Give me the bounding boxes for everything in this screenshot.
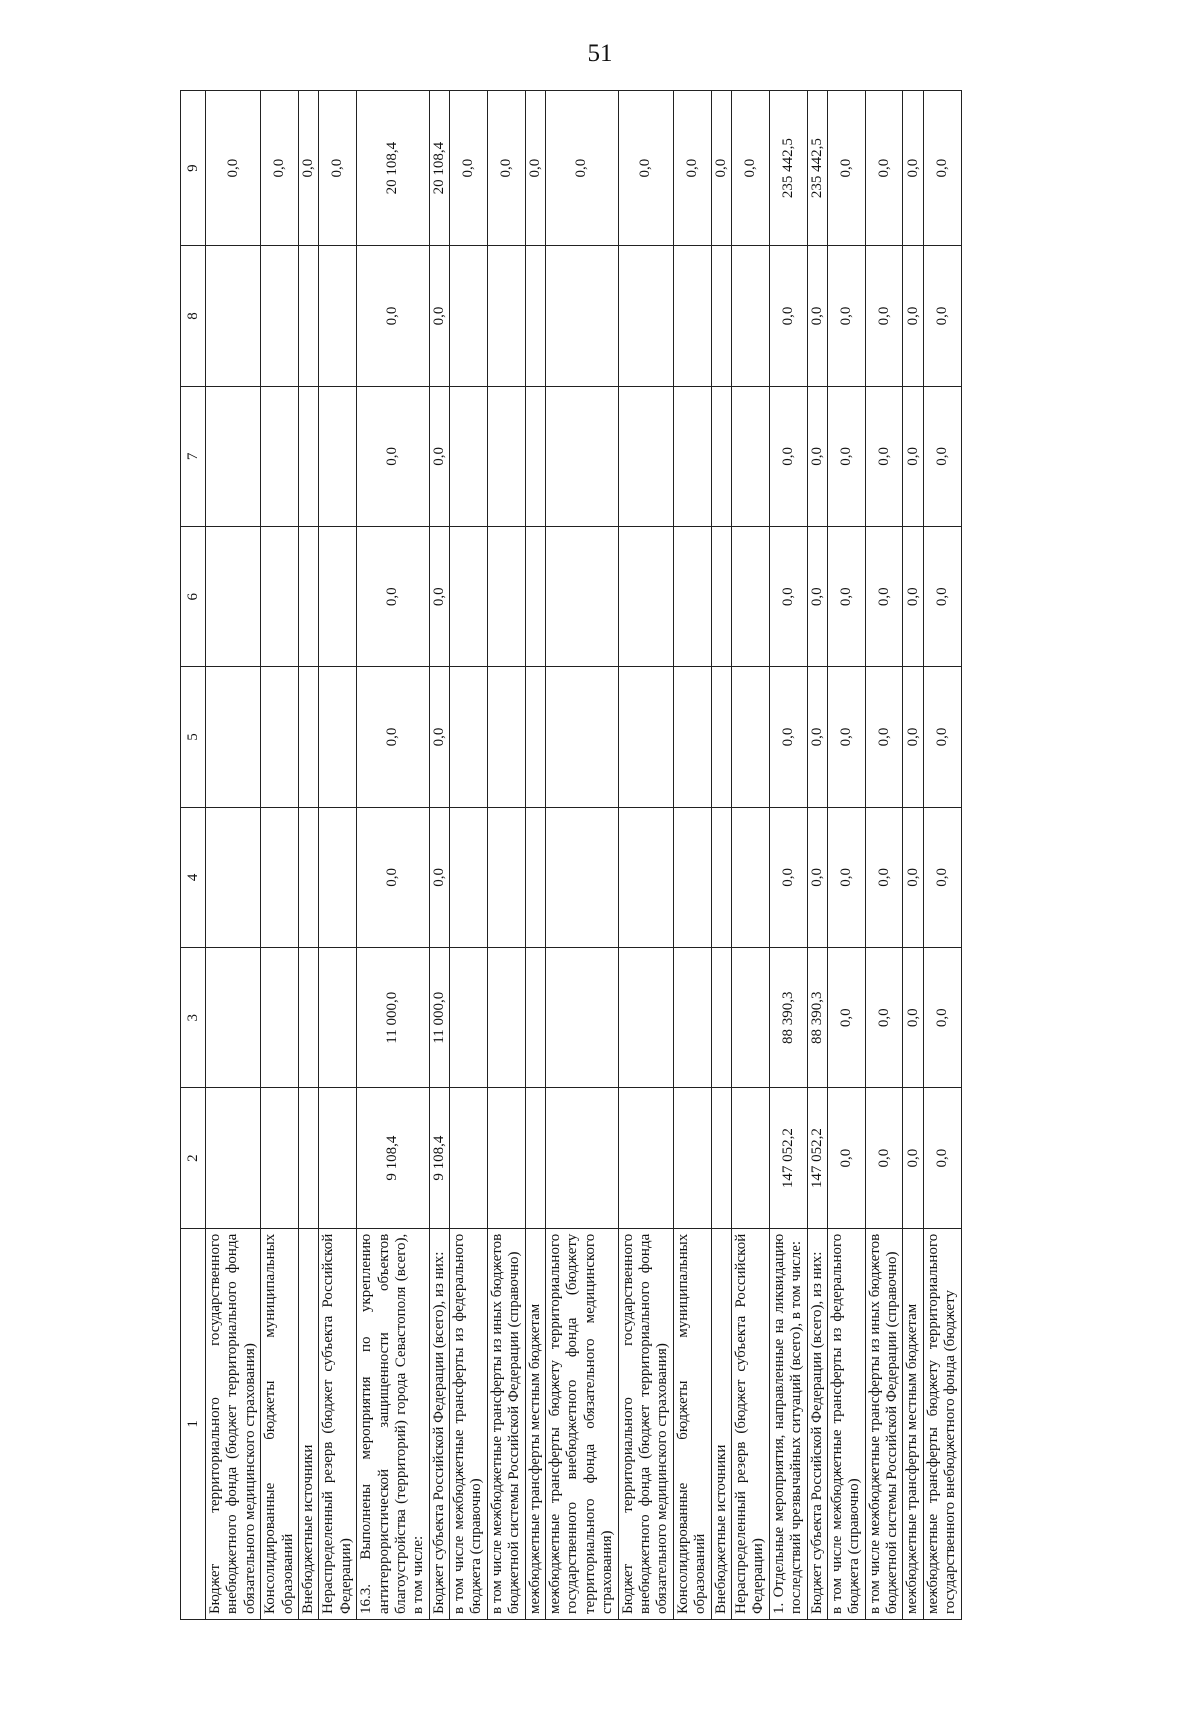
value-cell-col-5 (731, 667, 769, 807)
value-cell-col-8: 0,0 (357, 246, 430, 386)
value-cell-col-3 (673, 948, 711, 1088)
table-row (618, 91, 673, 1620)
value-cell-col-9: 0,0 (261, 91, 299, 246)
value-cell-col-4 (673, 807, 711, 947)
value-cell-col-7: 0,0 (357, 386, 430, 526)
row-label-cell: Бюджет территориального государственного внебюджетного фонда (бюджет территориального фонда обязательного медицинского страхования) (206, 1228, 261, 1619)
value-cell-col-8: 0,0 (923, 246, 961, 386)
value-cell-col-9: 0,0 (546, 91, 619, 246)
table-row (807, 91, 827, 1620)
value-cell-col-8 (319, 246, 357, 386)
row-label-cell: Бюджет территориального государственного внебюджетного фонда (бюджет территориального фонда обязательного медицинского страхования) (618, 1228, 673, 1619)
value-cell-col-7: 0,0 (827, 386, 865, 526)
value-cell-col-6 (546, 527, 619, 667)
value-cell-col-2 (731, 1088, 769, 1228)
value-cell-col-4 (525, 807, 545, 947)
value-cell-col-5: 0,0 (807, 667, 827, 807)
value-cell-col-4: 0,0 (357, 807, 430, 947)
value-cell-col-6: 0,0 (865, 527, 903, 667)
value-cell-col-5 (206, 667, 261, 807)
value-cell-col-3 (450, 948, 488, 1088)
col-header-8: 8 (181, 246, 206, 386)
value-cell-col-6: 0,0 (827, 527, 865, 667)
value-cell-col-7 (711, 386, 731, 526)
col-header-1: 1 (181, 1228, 206, 1619)
value-cell-col-9: 0,0 (319, 91, 357, 246)
table-row (827, 91, 865, 1620)
value-cell-col-2 (618, 1088, 673, 1228)
value-cell-col-7 (673, 386, 711, 526)
value-cell-col-7 (206, 386, 261, 526)
value-cell-col-9: 0,0 (923, 91, 961, 246)
value-cell-col-5 (261, 667, 299, 807)
value-cell-col-5 (673, 667, 711, 807)
value-cell-col-7: 0,0 (923, 386, 961, 526)
value-cell-col-7 (450, 386, 488, 526)
row-label-cell: в том числе межбюджетные трансферты из федерального бюджета (справочно) (827, 1228, 865, 1619)
value-cell-col-7 (618, 386, 673, 526)
value-cell-col-3 (206, 948, 261, 1088)
value-cell-col-3 (487, 948, 525, 1088)
value-cell-col-9: 235 442,5 (769, 91, 807, 246)
value-cell-col-3 (731, 948, 769, 1088)
value-cell-col-4: 0,0 (807, 807, 827, 947)
value-cell-col-3 (525, 948, 545, 1088)
value-cell-col-2 (546, 1088, 619, 1228)
table-row (525, 91, 545, 1620)
value-cell-col-2 (261, 1088, 299, 1228)
value-cell-col-6 (711, 527, 731, 667)
value-cell-col-3: 0,0 (923, 948, 961, 1088)
table-row (711, 91, 731, 1620)
value-cell-col-2 (711, 1088, 731, 1228)
value-cell-col-7: 0,0 (429, 386, 449, 526)
row-label-cell: 16.3. Выполнены мероприятия по укреплению антитеррористической защищенности объектов благоустройства (территорий) города Севастополя (всего), в том числе: (357, 1228, 430, 1619)
value-cell-col-9: 0,0 (487, 91, 525, 246)
value-cell-col-5 (711, 667, 731, 807)
value-cell-col-7 (525, 386, 545, 526)
value-cell-col-6 (450, 527, 488, 667)
value-cell-col-9: 0,0 (711, 91, 731, 246)
value-cell-col-6 (319, 527, 357, 667)
rotated-sheet (180, 90, 1100, 1620)
value-cell-col-6 (673, 527, 711, 667)
value-cell-col-2: 0,0 (923, 1088, 961, 1228)
value-cell-col-5: 0,0 (769, 667, 807, 807)
value-cell-col-6: 0,0 (429, 527, 449, 667)
col-header-2: 2 (181, 1088, 206, 1228)
value-cell-col-8 (731, 246, 769, 386)
value-cell-col-2: 147 052,2 (807, 1088, 827, 1228)
value-cell-col-9: 0,0 (206, 91, 261, 246)
value-cell-col-3: 88 390,3 (769, 948, 807, 1088)
value-cell-col-5: 0,0 (827, 667, 865, 807)
table-row (319, 91, 357, 1620)
value-cell-col-8 (450, 246, 488, 386)
value-cell-col-2 (450, 1088, 488, 1228)
value-cell-col-3: 0,0 (903, 948, 923, 1088)
value-cell-col-5: 0,0 (923, 667, 961, 807)
col-header-5: 5 (181, 667, 206, 807)
value-cell-col-2: 0,0 (903, 1088, 923, 1228)
value-cell-col-5: 0,0 (903, 667, 923, 807)
value-cell-col-8 (261, 246, 299, 386)
col-header-9: 9 (181, 91, 206, 246)
value-cell-col-6: 0,0 (807, 527, 827, 667)
table-row (865, 91, 903, 1620)
value-cell-col-8 (618, 246, 673, 386)
value-cell-col-4: 0,0 (923, 807, 961, 947)
value-cell-col-4 (487, 807, 525, 947)
value-cell-col-3 (711, 948, 731, 1088)
value-cell-col-5: 0,0 (429, 667, 449, 807)
value-cell-col-9: 235 442,5 (807, 91, 827, 246)
value-cell-col-2 (298, 1088, 318, 1228)
value-cell-col-3 (261, 948, 299, 1088)
value-cell-col-4: 0,0 (769, 807, 807, 947)
value-cell-col-6: 0,0 (923, 527, 961, 667)
value-cell-col-2 (487, 1088, 525, 1228)
value-cell-col-6 (261, 527, 299, 667)
value-cell-col-2: 9 108,4 (357, 1088, 430, 1228)
table-row (487, 91, 525, 1620)
value-cell-col-9: 0,0 (865, 91, 903, 246)
row-label-cell: межбюджетные трансферты бюджету территориального государственного внебюджетного фонда (бюджету территориального фонда обязательного медицинского страхования) (546, 1228, 619, 1619)
value-cell-col-4: 0,0 (903, 807, 923, 947)
row-label-cell: в том числе межбюджетные трансферты из федерального бюджета (справочно) (450, 1228, 488, 1619)
row-label-cell: Внебюджетные источники (298, 1228, 318, 1619)
value-cell-col-7: 0,0 (769, 386, 807, 526)
table-body (206, 91, 962, 1620)
value-cell-col-6 (206, 527, 261, 667)
value-cell-col-7: 0,0 (903, 386, 923, 526)
row-label-cell: в том числе межбюджетные трансферты из иных бюджетов бюджетной системы Российской Федерации (справочно) (865, 1228, 903, 1619)
row-label-cell: Консолидированные бюджеты муниципальных образований (261, 1228, 299, 1619)
value-cell-col-6: 0,0 (903, 527, 923, 667)
value-cell-col-4 (298, 807, 318, 947)
row-label-cell: Бюджет субъекта Российской Федерации (всего), из них: (429, 1228, 449, 1619)
value-cell-col-8 (487, 246, 525, 386)
value-cell-col-6 (298, 527, 318, 667)
value-cell-col-3: 11 000,0 (357, 948, 430, 1088)
value-cell-col-2 (319, 1088, 357, 1228)
page-number: 51 (587, 40, 613, 67)
value-cell-col-9: 0,0 (731, 91, 769, 246)
value-cell-col-8 (673, 246, 711, 386)
value-cell-col-5: 0,0 (865, 667, 903, 807)
row-label-cell: Консолидированные бюджеты муниципальных образований (673, 1228, 711, 1619)
col-header-4: 4 (181, 807, 206, 947)
value-cell-col-5 (450, 667, 488, 807)
value-cell-col-6: 0,0 (357, 527, 430, 667)
col-header-6: 6 (181, 527, 206, 667)
value-cell-col-3: 11 000,0 (429, 948, 449, 1088)
value-cell-col-4: 0,0 (827, 807, 865, 947)
col-header-7: 7 (181, 386, 206, 526)
value-cell-col-3 (298, 948, 318, 1088)
table-row (769, 91, 807, 1620)
value-cell-col-8: 0,0 (807, 246, 827, 386)
table-row (261, 91, 299, 1620)
value-cell-col-5: 0,0 (357, 667, 430, 807)
value-cell-col-5 (487, 667, 525, 807)
row-label-cell: межбюджетные трансферты местным бюджетам (903, 1228, 923, 1619)
value-cell-col-8: 0,0 (865, 246, 903, 386)
value-cell-col-4 (731, 807, 769, 947)
row-label-cell: Нераспределенный резерв (бюджет субъекта Российской Федерации) (731, 1228, 769, 1619)
row-label-cell: Внебюджетные источники (711, 1228, 731, 1619)
value-cell-col-3 (618, 948, 673, 1088)
table-row (903, 91, 923, 1620)
row-label-cell: межбюджетные трансферты бюджету территориального государственного внебюджетного фонда (бюджету (923, 1228, 961, 1619)
value-cell-col-4 (206, 807, 261, 947)
value-cell-col-2 (673, 1088, 711, 1228)
value-cell-col-3: 88 390,3 (807, 948, 827, 1088)
budget-table (180, 90, 962, 1620)
value-cell-col-5 (298, 667, 318, 807)
value-cell-col-4 (711, 807, 731, 947)
header-row (181, 91, 206, 1620)
value-cell-col-2: 9 108,4 (429, 1088, 449, 1228)
value-cell-col-8 (298, 246, 318, 386)
value-cell-col-4: 0,0 (429, 807, 449, 947)
value-cell-col-7: 0,0 (865, 386, 903, 526)
value-cell-col-9: 0,0 (525, 91, 545, 246)
value-cell-col-6 (525, 527, 545, 667)
value-cell-col-8 (711, 246, 731, 386)
value-cell-col-9: 0,0 (827, 91, 865, 246)
value-cell-col-5 (546, 667, 619, 807)
table-row (673, 91, 711, 1620)
col-header-3: 3 (181, 948, 206, 1088)
value-cell-col-7 (261, 386, 299, 526)
value-cell-col-9: 20 108,4 (357, 91, 430, 246)
value-cell-col-4 (261, 807, 299, 947)
table-row (429, 91, 449, 1620)
value-cell-col-4: 0,0 (865, 807, 903, 947)
value-cell-col-9: 0,0 (298, 91, 318, 246)
value-cell-col-9: 0,0 (673, 91, 711, 246)
value-cell-col-9: 0,0 (450, 91, 488, 246)
value-cell-col-7 (487, 386, 525, 526)
value-cell-col-2 (525, 1088, 545, 1228)
value-cell-col-3: 0,0 (865, 948, 903, 1088)
value-cell-col-8: 0,0 (903, 246, 923, 386)
table-row (923, 91, 961, 1620)
value-cell-col-8: 0,0 (769, 246, 807, 386)
table-row (731, 91, 769, 1620)
value-cell-col-5 (525, 667, 545, 807)
value-cell-col-5 (618, 667, 673, 807)
value-cell-col-2: 0,0 (827, 1088, 865, 1228)
table-row (357, 91, 430, 1620)
value-cell-col-3: 0,0 (827, 948, 865, 1088)
value-cell-col-9: 0,0 (903, 91, 923, 246)
value-cell-col-7 (298, 386, 318, 526)
value-cell-col-4 (618, 807, 673, 947)
value-cell-col-6 (487, 527, 525, 667)
value-cell-col-7 (546, 386, 619, 526)
row-label-cell: в том числе межбюджетные трансферты из иных бюджетов бюджетной системы Российской Федерации (справочно) (487, 1228, 525, 1619)
value-cell-col-8 (525, 246, 545, 386)
value-cell-col-4 (450, 807, 488, 947)
value-cell-col-4 (546, 807, 619, 947)
value-cell-col-9: 0,0 (618, 91, 673, 246)
value-cell-col-8 (206, 246, 261, 386)
table-row (206, 91, 261, 1620)
value-cell-col-6 (731, 527, 769, 667)
value-cell-col-5 (319, 667, 357, 807)
value-cell-col-9: 20 108,4 (429, 91, 449, 246)
row-label-cell: Нераспределенный резерв (бюджет субъекта Российской Федерации) (319, 1228, 357, 1619)
value-cell-col-3 (319, 948, 357, 1088)
value-cell-col-2: 0,0 (865, 1088, 903, 1228)
value-cell-col-7 (319, 386, 357, 526)
value-cell-col-7: 0,0 (807, 386, 827, 526)
row-label-cell: Бюджет субъекта Российской Федерации (всего), из них: (807, 1228, 827, 1619)
value-cell-col-6 (618, 527, 673, 667)
value-cell-col-6: 0,0 (769, 527, 807, 667)
table-row (546, 91, 619, 1620)
value-cell-col-8: 0,0 (827, 246, 865, 386)
value-cell-col-8 (546, 246, 619, 386)
table-row (450, 91, 488, 1620)
value-cell-col-8: 0,0 (429, 246, 449, 386)
value-cell-col-4 (319, 807, 357, 947)
value-cell-col-2 (206, 1088, 261, 1228)
value-cell-col-7 (731, 386, 769, 526)
table-row (298, 91, 318, 1620)
row-label-cell: межбюджетные трансферты местным бюджетам (525, 1228, 545, 1619)
row-label-cell: 1. Отдельные мероприятия, направленные на ликвидацию последствий чрезвычайных ситуаций (всего), в том числе: (769, 1228, 807, 1619)
value-cell-col-3 (546, 948, 619, 1088)
value-cell-col-2: 147 052,2 (769, 1088, 807, 1228)
